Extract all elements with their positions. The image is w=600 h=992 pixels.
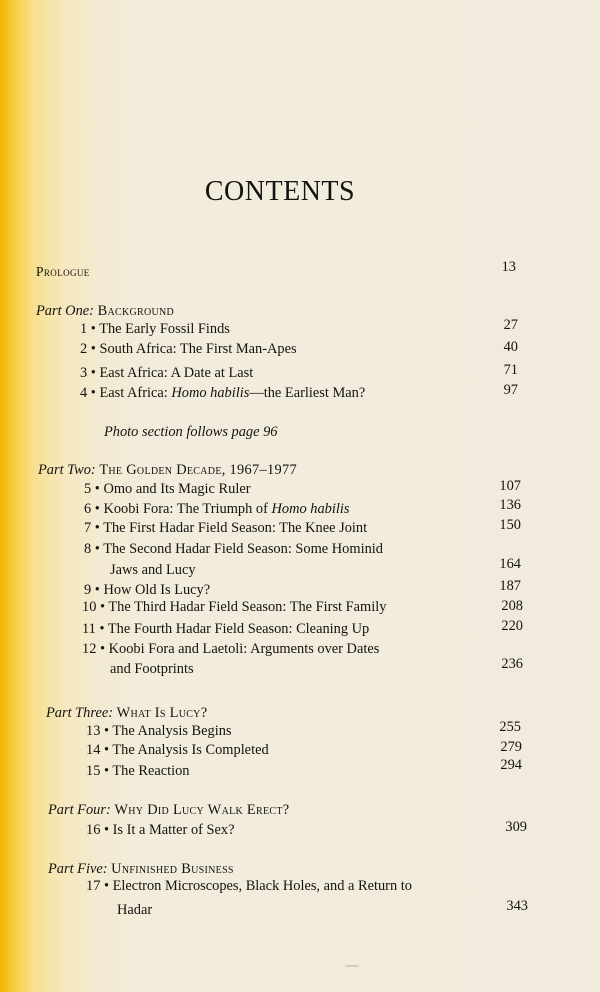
toc-entry: 5 • Omo and Its Magic Ruler xyxy=(84,481,251,497)
chapter-number: 8 xyxy=(84,541,92,557)
part-heading xyxy=(38,463,297,477)
page-number: 71 xyxy=(503,362,518,378)
toc-entry: 15 • The Reaction xyxy=(86,763,190,779)
part-heading xyxy=(48,803,289,817)
chapter-number: 2 xyxy=(80,341,88,357)
page-title: CONTENTS xyxy=(204,176,356,207)
chapter-title: How Old Is Lucy? xyxy=(103,582,211,598)
page-number: 220 xyxy=(501,618,523,634)
chapter-title: The Reaction xyxy=(112,763,190,779)
page-number: 107 xyxy=(499,478,521,494)
chapter-number: 6 xyxy=(84,501,92,517)
chapter-number: 1 xyxy=(80,321,88,337)
chapter-title: East Africa: A Date at Last xyxy=(99,365,254,381)
toc-entry: 10 • The Third Hadar Field Season: The First Family xyxy=(82,599,387,615)
part-label: Part Five: xyxy=(48,861,108,877)
paper-blemish xyxy=(345,965,359,967)
part-title: The Golden Decade, 1967–1977 xyxy=(99,462,297,478)
toc-entry: 8 • The Second Hadar Field Season: Some Hominid xyxy=(84,541,383,557)
chapter-number: 15 xyxy=(86,763,101,779)
page-number: 187 xyxy=(499,578,521,594)
chapter-title: The First Hadar Field Season: The Knee Joint xyxy=(103,520,368,536)
toc-entry: 6 • Koobi Fora: The Triumph of Homo habilis xyxy=(84,501,350,517)
chapter-title: Electron Microscopes, Black Holes, and a Return to xyxy=(112,878,412,894)
chapter-number: 17 xyxy=(86,878,101,894)
chapter-title: The Early Fossil Finds xyxy=(99,321,230,337)
chapter-title-continued: Jaws and Lucy xyxy=(110,562,196,578)
page-number: 343 xyxy=(506,898,528,914)
prologue-label: Prologue xyxy=(36,264,90,279)
chapter-title: The Analysis Is Completed xyxy=(112,742,269,758)
chapter-number: 3 xyxy=(80,365,88,381)
chapter-title: Koobi Fora and Laetoli: Arguments over Dates xyxy=(108,641,380,657)
part-label: Part Three: xyxy=(46,705,114,721)
toc-entry: 2 • South Africa: The First Man-Apes xyxy=(80,341,297,357)
chapter-number: 11 xyxy=(82,621,96,637)
part-heading xyxy=(46,706,207,720)
chapter-title: The Fourth Hadar Field Season: Cleaning Up xyxy=(107,621,370,637)
chapter-title: Is It a Matter of Sex? xyxy=(112,822,235,838)
part-label: Part Two: xyxy=(38,462,96,478)
part-heading xyxy=(48,862,234,876)
part-title: Unfinished Business xyxy=(111,861,234,877)
page-number: 136 xyxy=(499,497,521,513)
toc-entry: 12 • Koobi Fora and Laetoli: Arguments over Dates xyxy=(82,641,380,657)
toc-entry: 11 • The Fourth Hadar Field Season: Cleaning Up xyxy=(82,621,370,637)
chapter-title: South Africa: The First Man-Apes xyxy=(99,341,297,357)
page-number: 97 xyxy=(503,382,518,398)
page-number: 255 xyxy=(499,719,521,735)
chapter-number: 16 xyxy=(86,822,101,838)
chapter-number: 7 xyxy=(84,520,92,536)
toc-entry: 4 • East Africa: Homo habilis—the Earliest Man? xyxy=(80,385,366,401)
toc-entry: 16 • Is It a Matter of Sex? xyxy=(86,822,235,838)
part-label: Part Four: xyxy=(48,802,111,818)
chapter-title: Omo and Its Magic Ruler xyxy=(103,481,251,497)
page-number: 150 xyxy=(499,517,521,533)
chapter-title: The Third Hadar Field Season: The First Family xyxy=(108,599,387,615)
chapter-title: East Africa: Homo habilis—the Earliest Man? xyxy=(99,385,366,401)
page-number: 40 xyxy=(503,339,518,355)
chapter-number: 10 xyxy=(82,599,97,615)
toc-entry: 17 • Electron Microscopes, Black Holes, and a Return to xyxy=(86,878,412,894)
part-title: Background xyxy=(97,303,175,319)
toc-entry: 3 • East Africa: A Date at Last xyxy=(80,365,254,381)
chapter-title-continued: and Footprints xyxy=(110,661,194,677)
page-number: 309 xyxy=(505,819,527,835)
prologue-page: 13 xyxy=(501,259,516,275)
chapter-title: The Second Hadar Field Season: Some Hominid xyxy=(103,541,383,557)
chapter-number: 12 xyxy=(82,641,97,657)
page-number: 279 xyxy=(500,739,522,755)
chapter-number: 9 xyxy=(84,582,92,598)
part-label: Part One: xyxy=(36,303,94,319)
page-number: 236 xyxy=(501,656,523,672)
chapter-title-continued: Hadar xyxy=(117,902,153,918)
page-number: 164 xyxy=(499,556,521,572)
page-number: 208 xyxy=(501,598,523,614)
toc-entry: 9 • How Old Is Lucy? xyxy=(84,582,211,598)
chapter-title: The Analysis Begins xyxy=(112,723,232,739)
toc-entry: 1 • The Early Fossil Finds xyxy=(80,321,230,337)
chapter-number: 13 xyxy=(86,723,101,739)
part-heading xyxy=(36,304,174,318)
chapter-number: 4 xyxy=(80,385,88,401)
toc-entry: 14 • The Analysis Is Completed xyxy=(86,742,269,758)
photo-note: Photo section follows page 96 xyxy=(104,424,278,440)
part-title: Why Did Lucy Walk Erect? xyxy=(114,802,290,818)
toc-entry: 13 • The Analysis Begins xyxy=(86,723,232,739)
page-number: 294 xyxy=(500,757,522,773)
toc-entry: 7 • The First Hadar Field Season: The Knee Joint xyxy=(84,520,368,536)
chapter-title: Koobi Fora: The Triumph of Homo habilis xyxy=(103,501,350,517)
page-number: 27 xyxy=(503,317,518,333)
part-title: What Is Lucy? xyxy=(116,705,208,721)
chapter-number: 5 xyxy=(84,481,92,497)
chapter-number: 14 xyxy=(86,742,101,758)
